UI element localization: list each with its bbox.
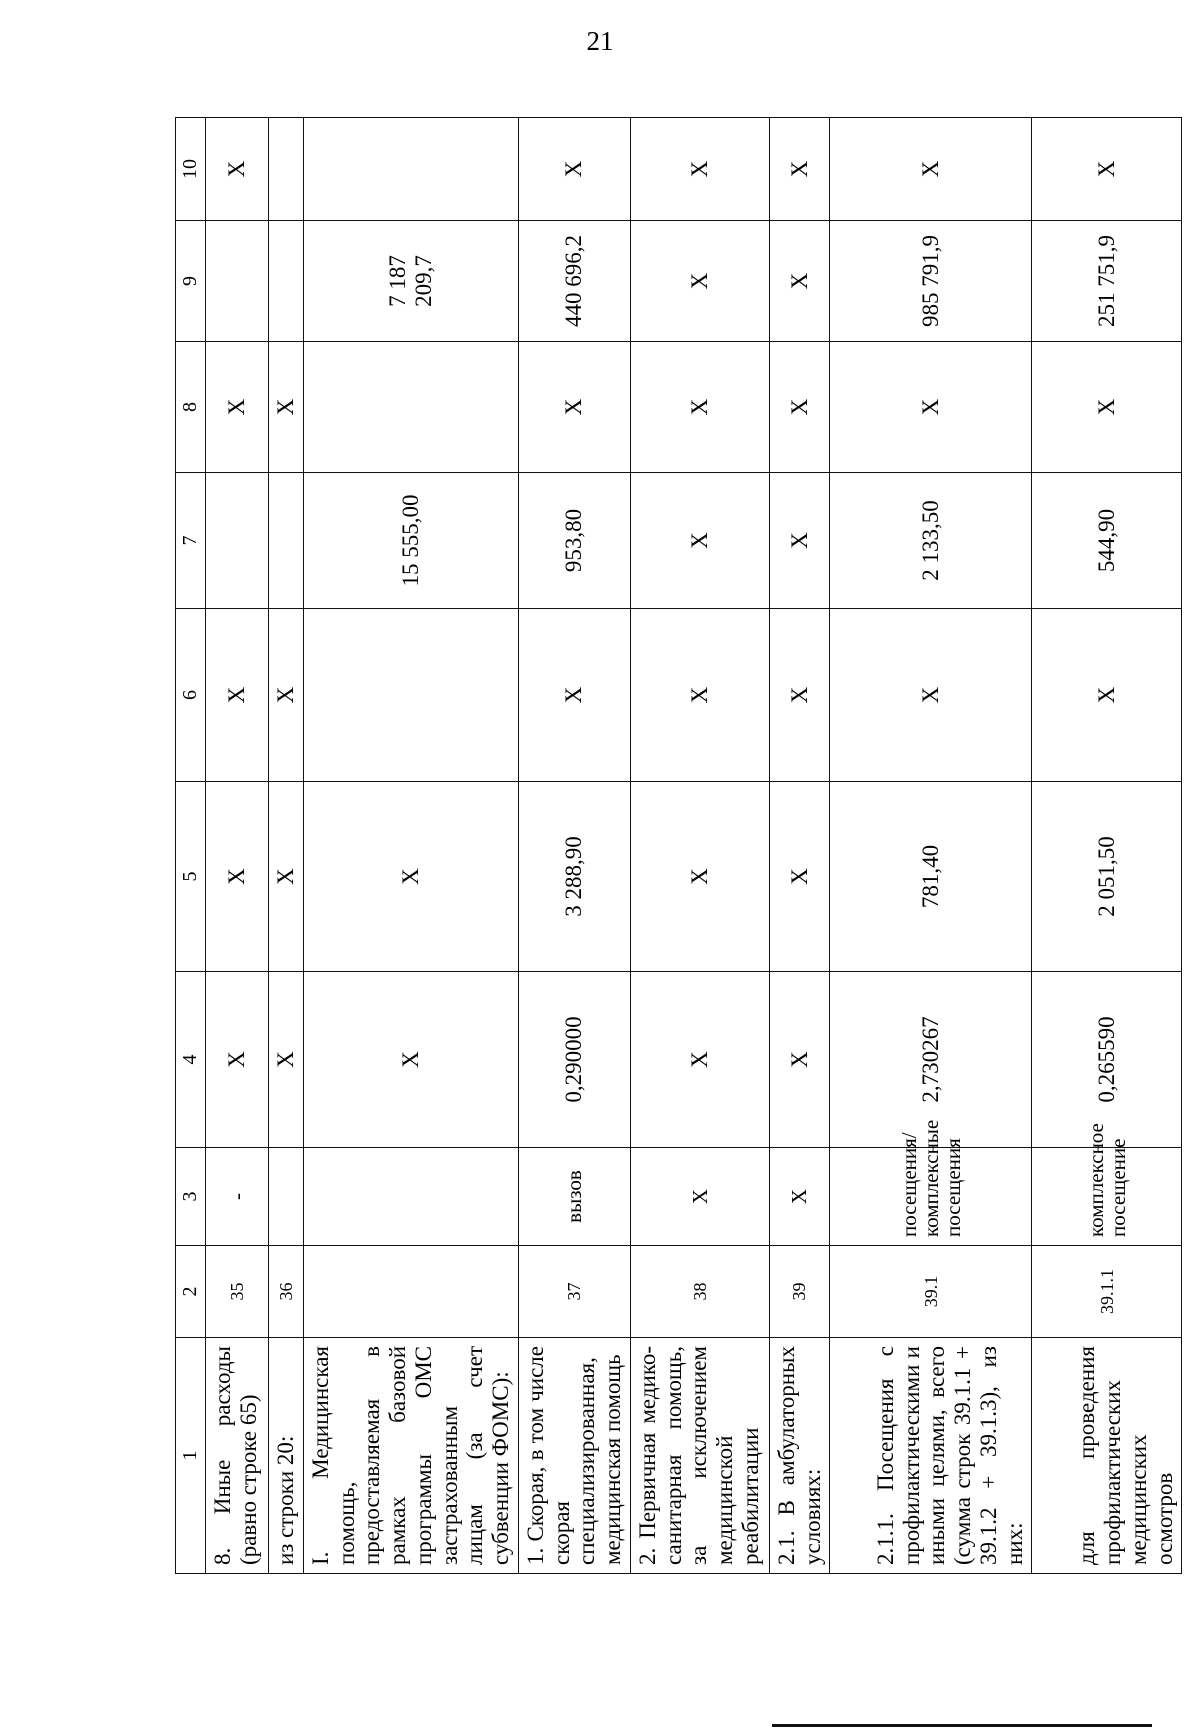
row-number: 39.1.1 (1032, 1246, 1182, 1338)
row-label: 1. Скорая, в том числе скорая специализированная, медицинская помощь (518, 1338, 630, 1574)
table-cell: X (769, 118, 830, 221)
table-row (630, 118, 769, 1574)
table-cell: X (206, 972, 269, 1148)
table-cell: 2 051,50 (1032, 782, 1182, 972)
table-cell: X (1032, 609, 1182, 782)
table-cell (269, 473, 304, 609)
row-number: 39 (769, 1246, 830, 1338)
unit-cell (269, 1148, 304, 1246)
row-label: 2.1.1. Посещения с профилактическими и иными целями, всего (сумма строк 39.1.1 + 39.1.2 + 39.1.3), из них: (830, 1338, 1032, 1574)
table-cell (206, 221, 269, 342)
unit-cell: вызов (518, 1148, 630, 1246)
table-cell: X (206, 609, 269, 782)
unit-cell: X (630, 1148, 769, 1246)
table-cell: 781,40 (830, 782, 1032, 972)
table-cell: 985 791,9 (830, 221, 1032, 342)
rotated-table-frame (175, 118, 1177, 1574)
table-cell: X (630, 782, 769, 972)
row-label: для проведения профилактических медицинских осмотров (1032, 1338, 1182, 1574)
table-cell: X (630, 221, 769, 342)
column-header: 10 (176, 118, 206, 221)
row-label: 8. Иные расходы (равно строке 65) (206, 1338, 269, 1574)
table-cell: 0,265590 (1032, 972, 1182, 1148)
unit-cell: - (206, 1148, 269, 1246)
column-header: 8 (176, 342, 206, 473)
table-cell: X (1032, 118, 1182, 221)
table-cell: 7 187 209,7 (303, 221, 518, 342)
table-cell (269, 118, 304, 221)
table-cell: 3 288,90 (518, 782, 630, 972)
table-cell: 544,90 (1032, 473, 1182, 609)
column-header: 6 (176, 609, 206, 782)
table-cell: 953,80 (518, 473, 630, 609)
table-cell (206, 473, 269, 609)
table-row (269, 118, 304, 1574)
unit-cell (303, 1148, 518, 1246)
table-cell: X (769, 782, 830, 972)
table-cell: X (769, 342, 830, 473)
table-cell: 2,730267 (830, 972, 1032, 1148)
table-cell: X (830, 118, 1032, 221)
table-cell: X (630, 609, 769, 782)
table-cell (303, 342, 518, 473)
table-cell: X (830, 609, 1032, 782)
table-cell: X (769, 609, 830, 782)
table-cell (303, 609, 518, 782)
row-label: 2. Первичная медико-санитарная помощь, за исключением медицинской реабилитации (630, 1338, 769, 1574)
table-row (518, 118, 630, 1574)
table-row (769, 118, 830, 1574)
table-cell (303, 118, 518, 221)
table-cell: X (769, 473, 830, 609)
column-header: 4 (176, 972, 206, 1148)
rotated-table-container (175, 118, 1177, 1574)
table-cell: X (269, 782, 304, 972)
row-number: 35 (206, 1246, 269, 1338)
table-cell: X (303, 972, 518, 1148)
financing-table (175, 117, 1182, 1574)
unit-cell: X (769, 1148, 830, 1246)
row-label: 2.1. В амбулаторных условиях: (769, 1338, 830, 1574)
page-number: 21 (586, 26, 614, 56)
table-cell: 251 751,9 (1032, 221, 1182, 342)
table-cell: 2 133,50 (830, 473, 1032, 609)
table-cell: X (769, 972, 830, 1148)
column-header: 9 (176, 221, 206, 342)
table-cell: X (630, 473, 769, 609)
column-header: 1 (176, 1338, 206, 1574)
table-cell: X (630, 342, 769, 473)
table-cell: X (206, 782, 269, 972)
table-cell: X (518, 342, 630, 473)
table-cell: X (630, 118, 769, 221)
table-row (303, 118, 518, 1574)
row-number: 38 (630, 1246, 769, 1338)
row-label: из строки 20: (269, 1338, 304, 1574)
row-number: 36 (269, 1246, 304, 1338)
row-number: 39.1 (830, 1246, 1032, 1338)
table-row (1032, 118, 1182, 1574)
column-header: 5 (176, 782, 206, 972)
table-cell: 0,290000 (518, 972, 630, 1148)
table-cell (269, 221, 304, 342)
table-row (830, 118, 1032, 1574)
table-cell: X (269, 609, 304, 782)
table-header-row (176, 118, 206, 1574)
unit-cell: комплексное посещение (1032, 1148, 1182, 1246)
table-cell: X (830, 342, 1032, 473)
table-cell: X (1032, 342, 1182, 473)
row-number (303, 1246, 518, 1338)
row-label: I. Медицинская помощь, предоставляемая в рамках базовой программы ОМС застрахованным лицам (за счет субвенции ФОМС): (303, 1338, 518, 1574)
table-row (206, 118, 269, 1574)
row-number: 37 (518, 1246, 630, 1338)
table-cell: X (518, 118, 630, 221)
table-cell: X (269, 342, 304, 473)
column-header: 2 (176, 1246, 206, 1338)
table-cell: X (303, 782, 518, 972)
column-header: 3 (176, 1148, 206, 1246)
bottom-rule (772, 1724, 1152, 1727)
table-cell: X (518, 609, 630, 782)
table-cell: X (206, 118, 269, 221)
table-cell: X (269, 972, 304, 1148)
table-cell: X (769, 221, 830, 342)
column-header: 7 (176, 473, 206, 609)
table-cell: 15 555,00 (303, 473, 518, 609)
table-cell: 440 696,2 (518, 221, 630, 342)
table-cell: X (206, 342, 269, 473)
unit-cell: посещения/комплексные посещения (830, 1148, 1032, 1246)
table-cell: X (630, 972, 769, 1148)
